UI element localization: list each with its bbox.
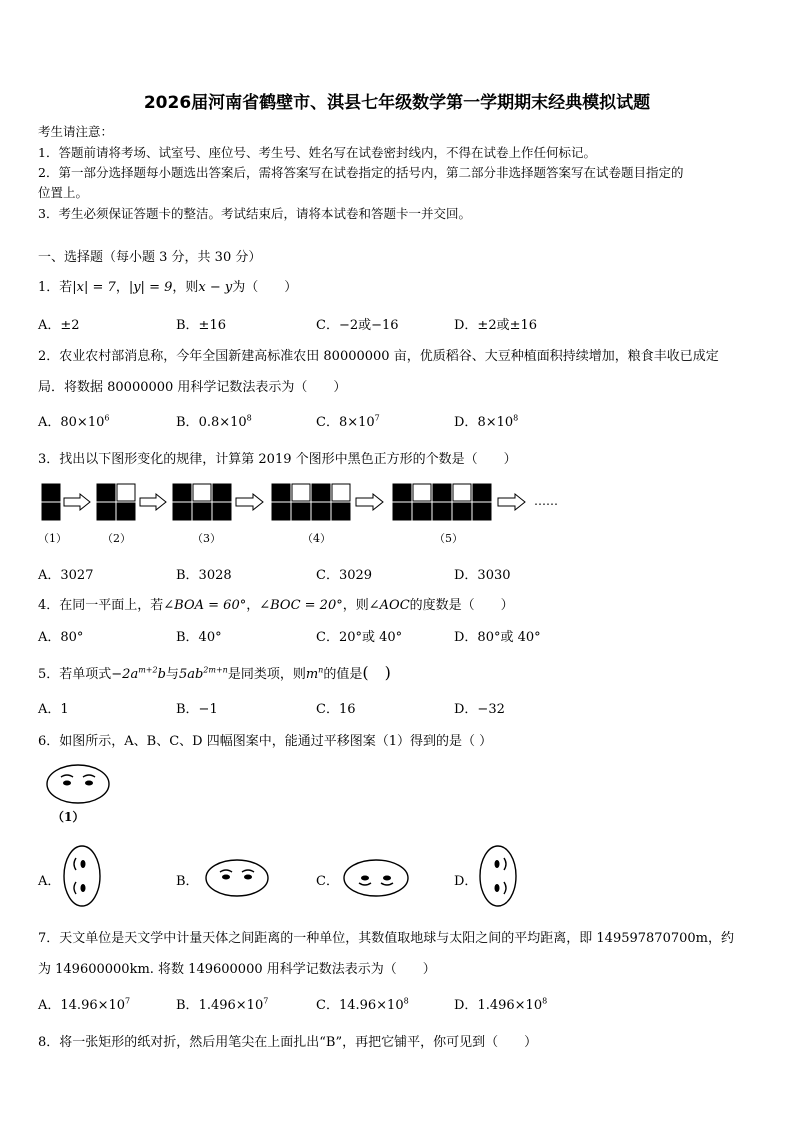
section-heading: 一、选择题（每小题 3 分，共 30 分） [38, 250, 262, 265]
question-4-option-d[interactable]: D．80°或 40° [454, 630, 541, 645]
question-1-option-a[interactable]: A．±2 [38, 318, 80, 333]
figure-label: （4） [302, 532, 331, 545]
question-7-option-b[interactable]: B．$1.496\times 10^7$ [176, 996, 269, 1013]
question-3-option-a[interactable]: A．3027 [38, 568, 94, 583]
face-option-d [478, 844, 518, 908]
question-3-stem: 3．找出以下图形变化的规律，计算第 2019 个图形中黑色正方形的个数是（ ） [38, 452, 517, 467]
figure-label: （3） [192, 532, 221, 545]
question-2-option-d[interactable]: D．$8\times 10^8$ [454, 413, 519, 430]
question-7-option-d[interactable]: D．$1.496\times 10^8$ [454, 996, 548, 1013]
figure-label: （1） [52, 810, 85, 824]
figure-label: （1） [38, 532, 67, 545]
question-6-option-c[interactable]: C． [316, 874, 339, 889]
question-4-stem: 4．在同一平面上，若∠BOA = 60°，∠BOC = 20°，则∠AOC的度数是（ ） [38, 598, 514, 613]
question-1-option-d[interactable]: D．±2或±16 [454, 318, 538, 333]
question-7-option-a[interactable]: A．$14.96\times 10^7$ [38, 996, 131, 1013]
question-3-option-c[interactable]: C．3029 [316, 568, 373, 583]
notice-item: 1．答题前请将考场、试室号、座位号、考生号、姓名写在试卷密封线内，不得在试卷上作任何标记。 [38, 145, 596, 160]
pattern-figure [40, 482, 580, 522]
question-8-stem: 8．将一张矩形的纸对折，然后用笔尖在上面扎出“B”，再把它铺平，你可见到（ ） [38, 1035, 538, 1050]
question-4-option-a[interactable]: A．80° [38, 630, 84, 645]
page-title: 2026届河南省鹤壁市、淇县七年级数学第一学期期末经典模拟试题 [143, 93, 651, 113]
question-1-stem: 1．若|x| = 7，|y| = 9，则x − y为（ ） [38, 280, 298, 295]
notice-item: 3．考生必须保证答题卡的整洁。考试结束后，请将本试卷和答题卡一并交回。 [38, 206, 471, 221]
face-option-a [62, 844, 102, 908]
question-3-option-b[interactable]: B．3028 [176, 568, 232, 583]
figure-label: （5） [434, 532, 463, 545]
pattern-ellipsis: …… [534, 494, 558, 508]
question-4-option-c[interactable]: C．20°或 40° [316, 630, 403, 645]
question-5-stem: 5．若单项式$-2a^{m+2}b$与$5ab^{2m+n}$是同类项，则$m^n$的值是( ) [38, 663, 391, 682]
question-2-line1: 2．农业农村部消息称，今年全国新建高标准农田 80000000 亩，优质稻谷、大豆种植面积持续增加，粮食丰收已成定 [38, 349, 719, 364]
face-figure-1 [44, 762, 112, 806]
notice-heading: 考生请注意： [38, 124, 114, 139]
question-7-line1: 7．天文单位是天文学中计量天体之间距离的一种单位，其数值取地球与太阳之间的平均距离，即 149597870700m，约 [38, 931, 734, 946]
question-7-line2: 为 149600000km. 将数 149600000 用科学记数法表示为（ ） [38, 962, 436, 977]
question-5-option-a[interactable]: A．1 [38, 702, 69, 717]
question-7-option-c[interactable]: C．$14.96\times 10^8$ [316, 996, 409, 1013]
question-2-option-c[interactable]: C．$8\times 10^7$ [316, 413, 380, 430]
face-option-c [342, 858, 410, 898]
question-5-option-b[interactable]: B．−1 [176, 702, 218, 717]
question-2-option-b[interactable]: B．$0.8\times 10^8$ [176, 413, 252, 430]
question-6-stem: 6．如图所示，A、B、C、D 四幅图案中，能通过平移图案（1）得到的是（ ） [38, 734, 493, 749]
question-4-option-b[interactable]: B．40° [176, 630, 222, 645]
question-1-option-c[interactable]: C．−2或−16 [316, 318, 399, 333]
question-1-option-b[interactable]: B．±16 [176, 318, 226, 333]
notice-item: 位置上。 [38, 185, 89, 200]
question-3-option-d[interactable]: D．3030 [454, 568, 511, 583]
question-2-line2: 局．将数据 80000000 用科学记数法表示为（ ） [38, 380, 347, 395]
figure-label: （2） [102, 532, 131, 545]
question-5-option-d[interactable]: D．−32 [454, 702, 505, 717]
question-6-option-b[interactable]: B． [176, 874, 199, 889]
question-6-option-a[interactable]: A． [38, 874, 61, 889]
question-5-option-c[interactable]: C．16 [316, 702, 356, 717]
question-2-option-a[interactable]: A．$80\times 10^6$ [38, 413, 110, 430]
question-6-option-d[interactable]: D． [454, 874, 478, 889]
face-option-b [204, 858, 270, 898]
notice-item: 2．第一部分选择题每小题选出答案后，需将答案写在试卷指定的括号内，第二部分非选择题答案写在试卷题目指定的 [38, 165, 684, 180]
